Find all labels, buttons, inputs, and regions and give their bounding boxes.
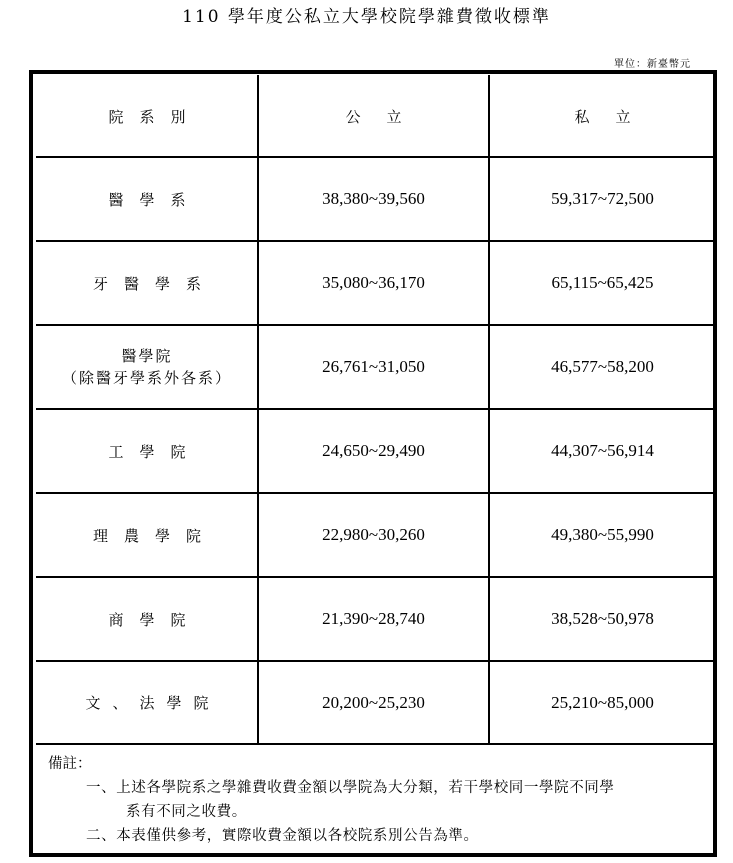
category-note-label: （除醫牙學系外各系）	[61, 369, 232, 387]
row-public-fee: 20,200~25,230	[322, 692, 425, 712]
row-public-fee: 38,380~39,560	[322, 189, 425, 208]
row-public-fee: 24,650~29,490	[322, 441, 425, 460]
currency-unit-label: 單位：新臺幣元	[614, 59, 691, 70]
notes-divider	[36, 743, 715, 745]
row-category-business: 商學院	[108, 610, 202, 629]
notes-section	[48, 752, 718, 848]
row-public-fee: 26,761~31,050	[322, 357, 425, 376]
row-category-medical-college	[37, 326, 257, 408]
row-category-engineering: 工學院	[108, 442, 202, 461]
row-private-fee: 46,577~58,200	[551, 357, 654, 376]
row-public-fee: 22,980~30,260	[322, 525, 425, 544]
row-private-fee: 38,528~50,978	[551, 609, 654, 628]
row-category-liberal-arts-law: 文、法學院	[85, 694, 221, 712]
row-private-fee: 25,210~85,000	[551, 692, 654, 712]
note-item-1: 一、上述各學院系之學雜費收費金額以學院為大分類，若干學校同一學院不同學	[86, 780, 615, 796]
row-category-science-agriculture: 理農學院	[92, 526, 217, 545]
row-private-fee: 49,380~55,990	[551, 525, 654, 544]
header-public: 公立	[345, 107, 428, 126]
row-private-fee: 59,317~72,500	[551, 189, 654, 208]
row-private-fee: 65,115~65,425	[551, 273, 654, 292]
page-title: 110 學年度公私立大學校院學雜費徵收標準	[182, 7, 551, 27]
header-private: 私立	[574, 107, 657, 126]
row-private-fee: 44,307~56,914	[551, 441, 654, 460]
note-item-2: 二、本表僅供參考，實際收費金額以各校院系別公告為準。	[86, 828, 479, 844]
header-category: 院系別	[108, 107, 202, 126]
row-public-fee: 35,080~36,170	[322, 273, 425, 292]
row-public-fee: 21,390~28,740	[322, 609, 425, 628]
notes-heading: 備註：	[48, 756, 92, 772]
category-main-label: 醫學院	[121, 347, 173, 365]
row-category-medicine: 醫學系	[108, 190, 202, 209]
row-category-dentistry: 牙醫學系	[92, 274, 217, 293]
note-item-1-continuation: 系有不同之收費。	[126, 804, 247, 820]
